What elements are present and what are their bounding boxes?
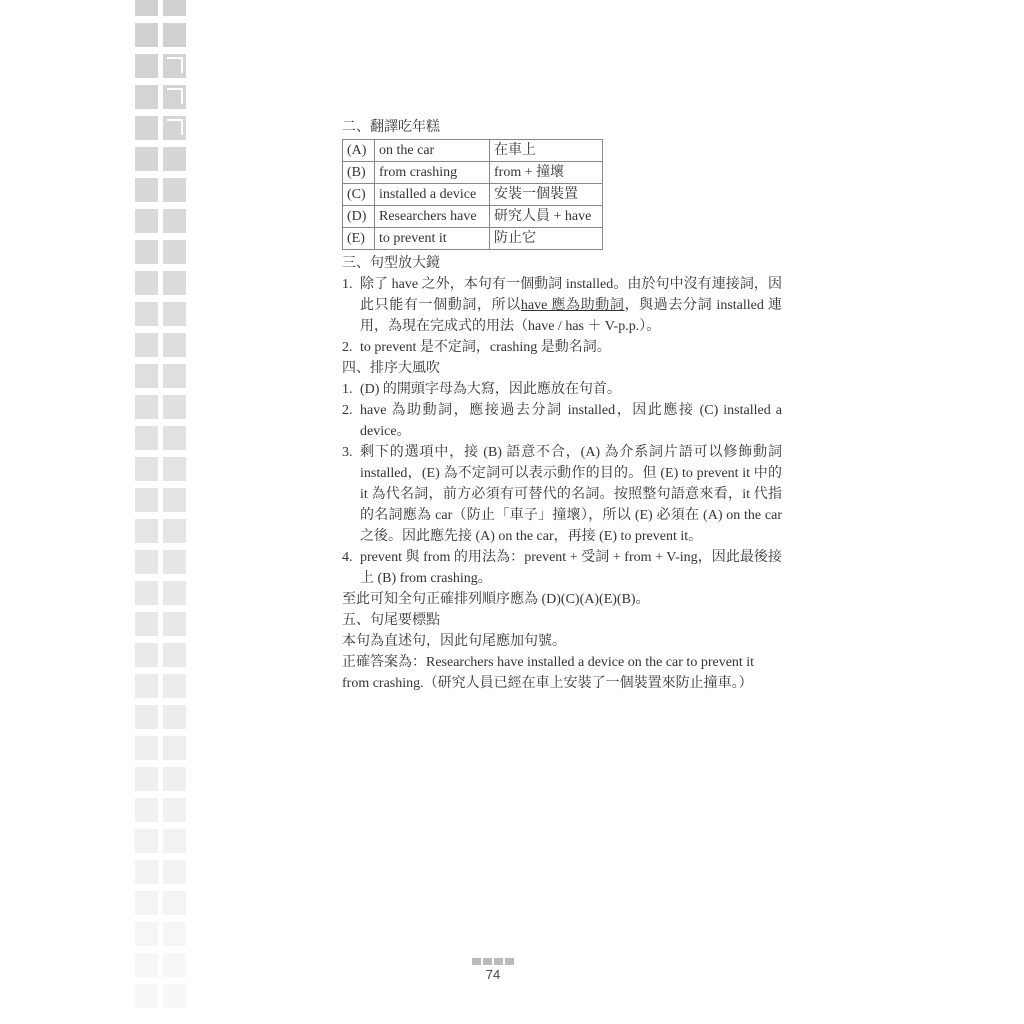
decorative-square bbox=[163, 333, 186, 357]
item-number: 1. bbox=[342, 382, 353, 397]
item-number: 3. bbox=[342, 445, 353, 460]
translation-table bbox=[342, 139, 603, 250]
item-text: ，與過去分詞 installed 連用，為現在完成式的用法（have / has ＋ V-p.p.）。 bbox=[360, 298, 782, 334]
decorative-square bbox=[135, 457, 158, 481]
chinese-translation: from + 撞壞 bbox=[490, 162, 603, 184]
decorative-square bbox=[163, 581, 186, 605]
english-phrase: from crashing bbox=[375, 162, 490, 184]
decorative-square bbox=[135, 209, 158, 233]
decorative-square bbox=[135, 0, 158, 16]
item-text: have 為助動詞，應接過去分詞 installed，因此應接 (C) installed a device。 bbox=[360, 403, 782, 439]
decorative-square bbox=[135, 85, 158, 109]
decorative-square bbox=[135, 426, 158, 450]
item-text: (D) 的開頭字母為大寫，因此應放在句首。 bbox=[360, 382, 621, 397]
decorative-square bbox=[135, 488, 158, 512]
item-number: 4. bbox=[342, 550, 353, 565]
item-number: 2. bbox=[342, 340, 353, 355]
row-label: (A) bbox=[343, 140, 375, 162]
decorative-square bbox=[163, 674, 186, 698]
table-row bbox=[343, 228, 603, 250]
decorative-square bbox=[135, 953, 158, 977]
decorative-square bbox=[135, 302, 158, 326]
decorative-square bbox=[135, 581, 158, 605]
decorative-square bbox=[163, 984, 186, 1008]
decorative-square bbox=[163, 922, 186, 946]
decorative-square bbox=[163, 395, 186, 419]
decorative-square bbox=[163, 829, 186, 853]
decorative-square bbox=[135, 178, 158, 202]
decorative-square bbox=[135, 674, 158, 698]
order-conclusion: 至此可知全句正確排列順序應為 (D)(C)(A)(E)(B)。 bbox=[342, 592, 650, 607]
list-item bbox=[342, 337, 782, 358]
decorative-square bbox=[135, 333, 158, 357]
decorative-square bbox=[163, 612, 186, 636]
decorative-square bbox=[135, 116, 158, 140]
decorative-square bbox=[135, 860, 158, 884]
page-footer bbox=[472, 958, 514, 982]
decorative-square bbox=[163, 85, 186, 109]
decorative-square bbox=[163, 116, 186, 140]
order-heading: 四、排序大風吹 bbox=[342, 361, 440, 376]
answer-text: 正確答案為：Researchers have installed a device on the car to prevent it from crashing.（研究人員已經在車上安裝了一個裝置來防止撞車。） bbox=[342, 655, 755, 691]
order-list bbox=[342, 379, 782, 589]
chinese-translation: 安裝一個裝置 bbox=[490, 184, 603, 206]
item-text: 除了 have 之外，本句有一個動詞 installed。由於句中沒有連接詞，因此只能有一個動詞，所以 bbox=[360, 277, 782, 313]
decorative-square bbox=[135, 643, 158, 667]
decorative-square bbox=[135, 271, 158, 295]
decorative-square bbox=[163, 271, 186, 295]
chinese-translation: 在車上 bbox=[490, 140, 603, 162]
decorative-square bbox=[135, 767, 158, 791]
english-phrase: installed a device bbox=[375, 184, 490, 206]
decorative-square bbox=[135, 364, 158, 388]
item-number: 1. bbox=[342, 277, 353, 292]
decorative-square bbox=[163, 643, 186, 667]
footer-ornament bbox=[472, 958, 514, 965]
decorative-square bbox=[163, 457, 186, 481]
decorative-square bbox=[163, 488, 186, 512]
item-text: 剩下的選項中，接 (B) 語意不合，(A) 為介系詞片語可以修飾動詞 installed，(E) 為不定詞可以表示動作的目的。但 (E) to prevent it 中的 it 為代名詞，前方必須有可替代的名詞。按照整句語意來看，it 代指的名詞應為 car（防止「車子」撞壞），所以 (E) 必須在 (A) on the car 之後。因此應先接 (A) on the car，再接 (E) to prevent it。 bbox=[360, 445, 782, 544]
pattern-heading: 三、句型放大鏡 bbox=[342, 256, 440, 271]
decorative-square bbox=[135, 705, 158, 729]
decorative-square bbox=[163, 209, 186, 233]
punctuation-text: 本句為直述句，因此句尾應加句號。 bbox=[342, 634, 566, 649]
decorative-square bbox=[163, 302, 186, 326]
decorative-square bbox=[163, 736, 186, 760]
page-number: 74 bbox=[485, 967, 501, 982]
decorative-square bbox=[163, 550, 186, 574]
english-phrase: Researchers have bbox=[375, 206, 490, 228]
decorative-square bbox=[163, 178, 186, 202]
decorative-square bbox=[163, 891, 186, 915]
decorative-square bbox=[163, 54, 186, 78]
decorative-square bbox=[163, 364, 186, 388]
table-row bbox=[343, 184, 603, 206]
decorative-square bbox=[135, 147, 158, 171]
chinese-translation: 研究人員 + have bbox=[490, 206, 603, 228]
decorative-square bbox=[135, 54, 158, 78]
decorative-square bbox=[163, 0, 186, 16]
translation-heading: 二、翻譯吃年糕 bbox=[342, 120, 440, 135]
english-phrase: to prevent it bbox=[375, 228, 490, 250]
item-text: to prevent 是不定詞，crashing 是動名詞。 bbox=[360, 340, 611, 355]
item-number: 2. bbox=[342, 403, 353, 418]
decorative-square-pattern bbox=[0, 0, 200, 1024]
chinese-translation: 防止它 bbox=[490, 228, 603, 250]
decorative-square bbox=[135, 519, 158, 543]
list-item bbox=[342, 442, 782, 547]
decorative-square bbox=[163, 860, 186, 884]
decorative-square bbox=[163, 705, 186, 729]
decorative-square bbox=[135, 891, 158, 915]
decorative-square bbox=[135, 550, 158, 574]
decorative-square bbox=[163, 23, 186, 47]
list-item bbox=[342, 379, 782, 400]
list-item bbox=[342, 400, 782, 442]
row-label: (B) bbox=[343, 162, 375, 184]
decorative-square bbox=[135, 395, 158, 419]
decorative-square bbox=[163, 240, 186, 264]
list-item bbox=[342, 274, 782, 337]
decorative-square bbox=[163, 767, 186, 791]
decorative-square bbox=[135, 984, 158, 1008]
item-text: prevent 與 from 的用法為：prevent + 受詞 + from + V-ing，因此最後接上 (B) from crashing。 bbox=[360, 550, 782, 586]
row-label: (C) bbox=[343, 184, 375, 206]
decorative-square bbox=[163, 798, 186, 822]
english-phrase: on the car bbox=[375, 140, 490, 162]
underlined-text: have 應為助動詞 bbox=[520, 298, 625, 313]
row-label: (E) bbox=[343, 228, 375, 250]
decorative-square bbox=[163, 519, 186, 543]
table-row bbox=[343, 162, 603, 184]
table-row bbox=[343, 206, 603, 228]
decorative-square bbox=[135, 736, 158, 760]
decorative-square bbox=[163, 426, 186, 450]
page-content bbox=[342, 117, 782, 694]
pattern-list bbox=[342, 274, 782, 358]
row-label: (D) bbox=[343, 206, 375, 228]
decorative-square bbox=[135, 922, 158, 946]
decorative-square bbox=[135, 829, 158, 853]
decorative-square bbox=[135, 240, 158, 264]
decorative-square bbox=[163, 147, 186, 171]
decorative-square bbox=[135, 612, 158, 636]
decorative-square bbox=[135, 23, 158, 47]
punctuation-heading: 五、句尾要標點 bbox=[342, 613, 440, 628]
decorative-square bbox=[163, 953, 186, 977]
decorative-square bbox=[135, 798, 158, 822]
list-item bbox=[342, 547, 782, 589]
table-row bbox=[343, 140, 603, 162]
